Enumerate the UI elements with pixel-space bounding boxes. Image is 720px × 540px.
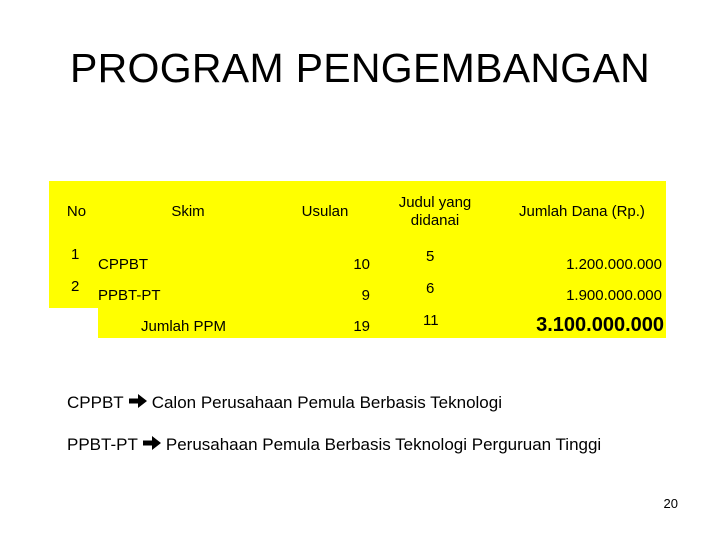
total-dana: 3.100.000.000	[536, 314, 664, 336]
row-judul: 6	[426, 280, 435, 297]
header-skim-label: Skim	[171, 202, 205, 220]
note-cppbt	[67, 393, 502, 413]
row-usulan: 10	[353, 256, 370, 273]
arrow-right-icon	[143, 435, 161, 455]
header-usulan	[278, 181, 372, 242]
row-usulan: 9	[361, 287, 370, 304]
row-skim: PPBT-PT	[98, 287, 161, 304]
header-dana	[498, 181, 666, 242]
row-dana: 1.900.000.000	[566, 287, 662, 304]
header-usulan-label: Usulan	[301, 202, 349, 220]
table-row	[49, 275, 666, 308]
total-judul: 11	[423, 312, 439, 329]
table-row	[49, 242, 666, 275]
table-total-row	[98, 308, 666, 338]
header-judul-label: Judul yang didanai	[398, 193, 472, 229]
total-usulan: 19	[353, 318, 370, 335]
row-no: 2	[71, 278, 80, 295]
row-no: 1	[71, 246, 80, 263]
header-skim	[98, 181, 278, 242]
header-dana-label: Jumlah Dana (Rp.)	[519, 202, 645, 220]
arrow-right-icon	[129, 393, 147, 413]
note-meaning: Calon Perusahaan Pemula Berbasis Teknologi	[151, 393, 502, 412]
note-abbr: PPBT-PT	[67, 435, 138, 454]
total-label: Jumlah PPM	[141, 318, 227, 335]
slide-title: PROGRAM PENGEMBANGAN	[69, 45, 651, 91]
row-skim: CPPBT	[98, 256, 149, 273]
header-no	[49, 181, 104, 242]
note-abbr: CPPBT	[67, 393, 124, 412]
header-no-label: No	[66, 202, 87, 220]
header-judul	[372, 181, 498, 242]
note-ppbt-pt	[67, 435, 601, 455]
note-meaning: Perusahaan Pemula Berbasis Teknologi Perguruan Tinggi	[165, 435, 602, 454]
page-number: 20	[663, 496, 678, 511]
row-dana: 1.200.000.000	[566, 256, 662, 273]
row-judul: 5	[426, 248, 435, 265]
